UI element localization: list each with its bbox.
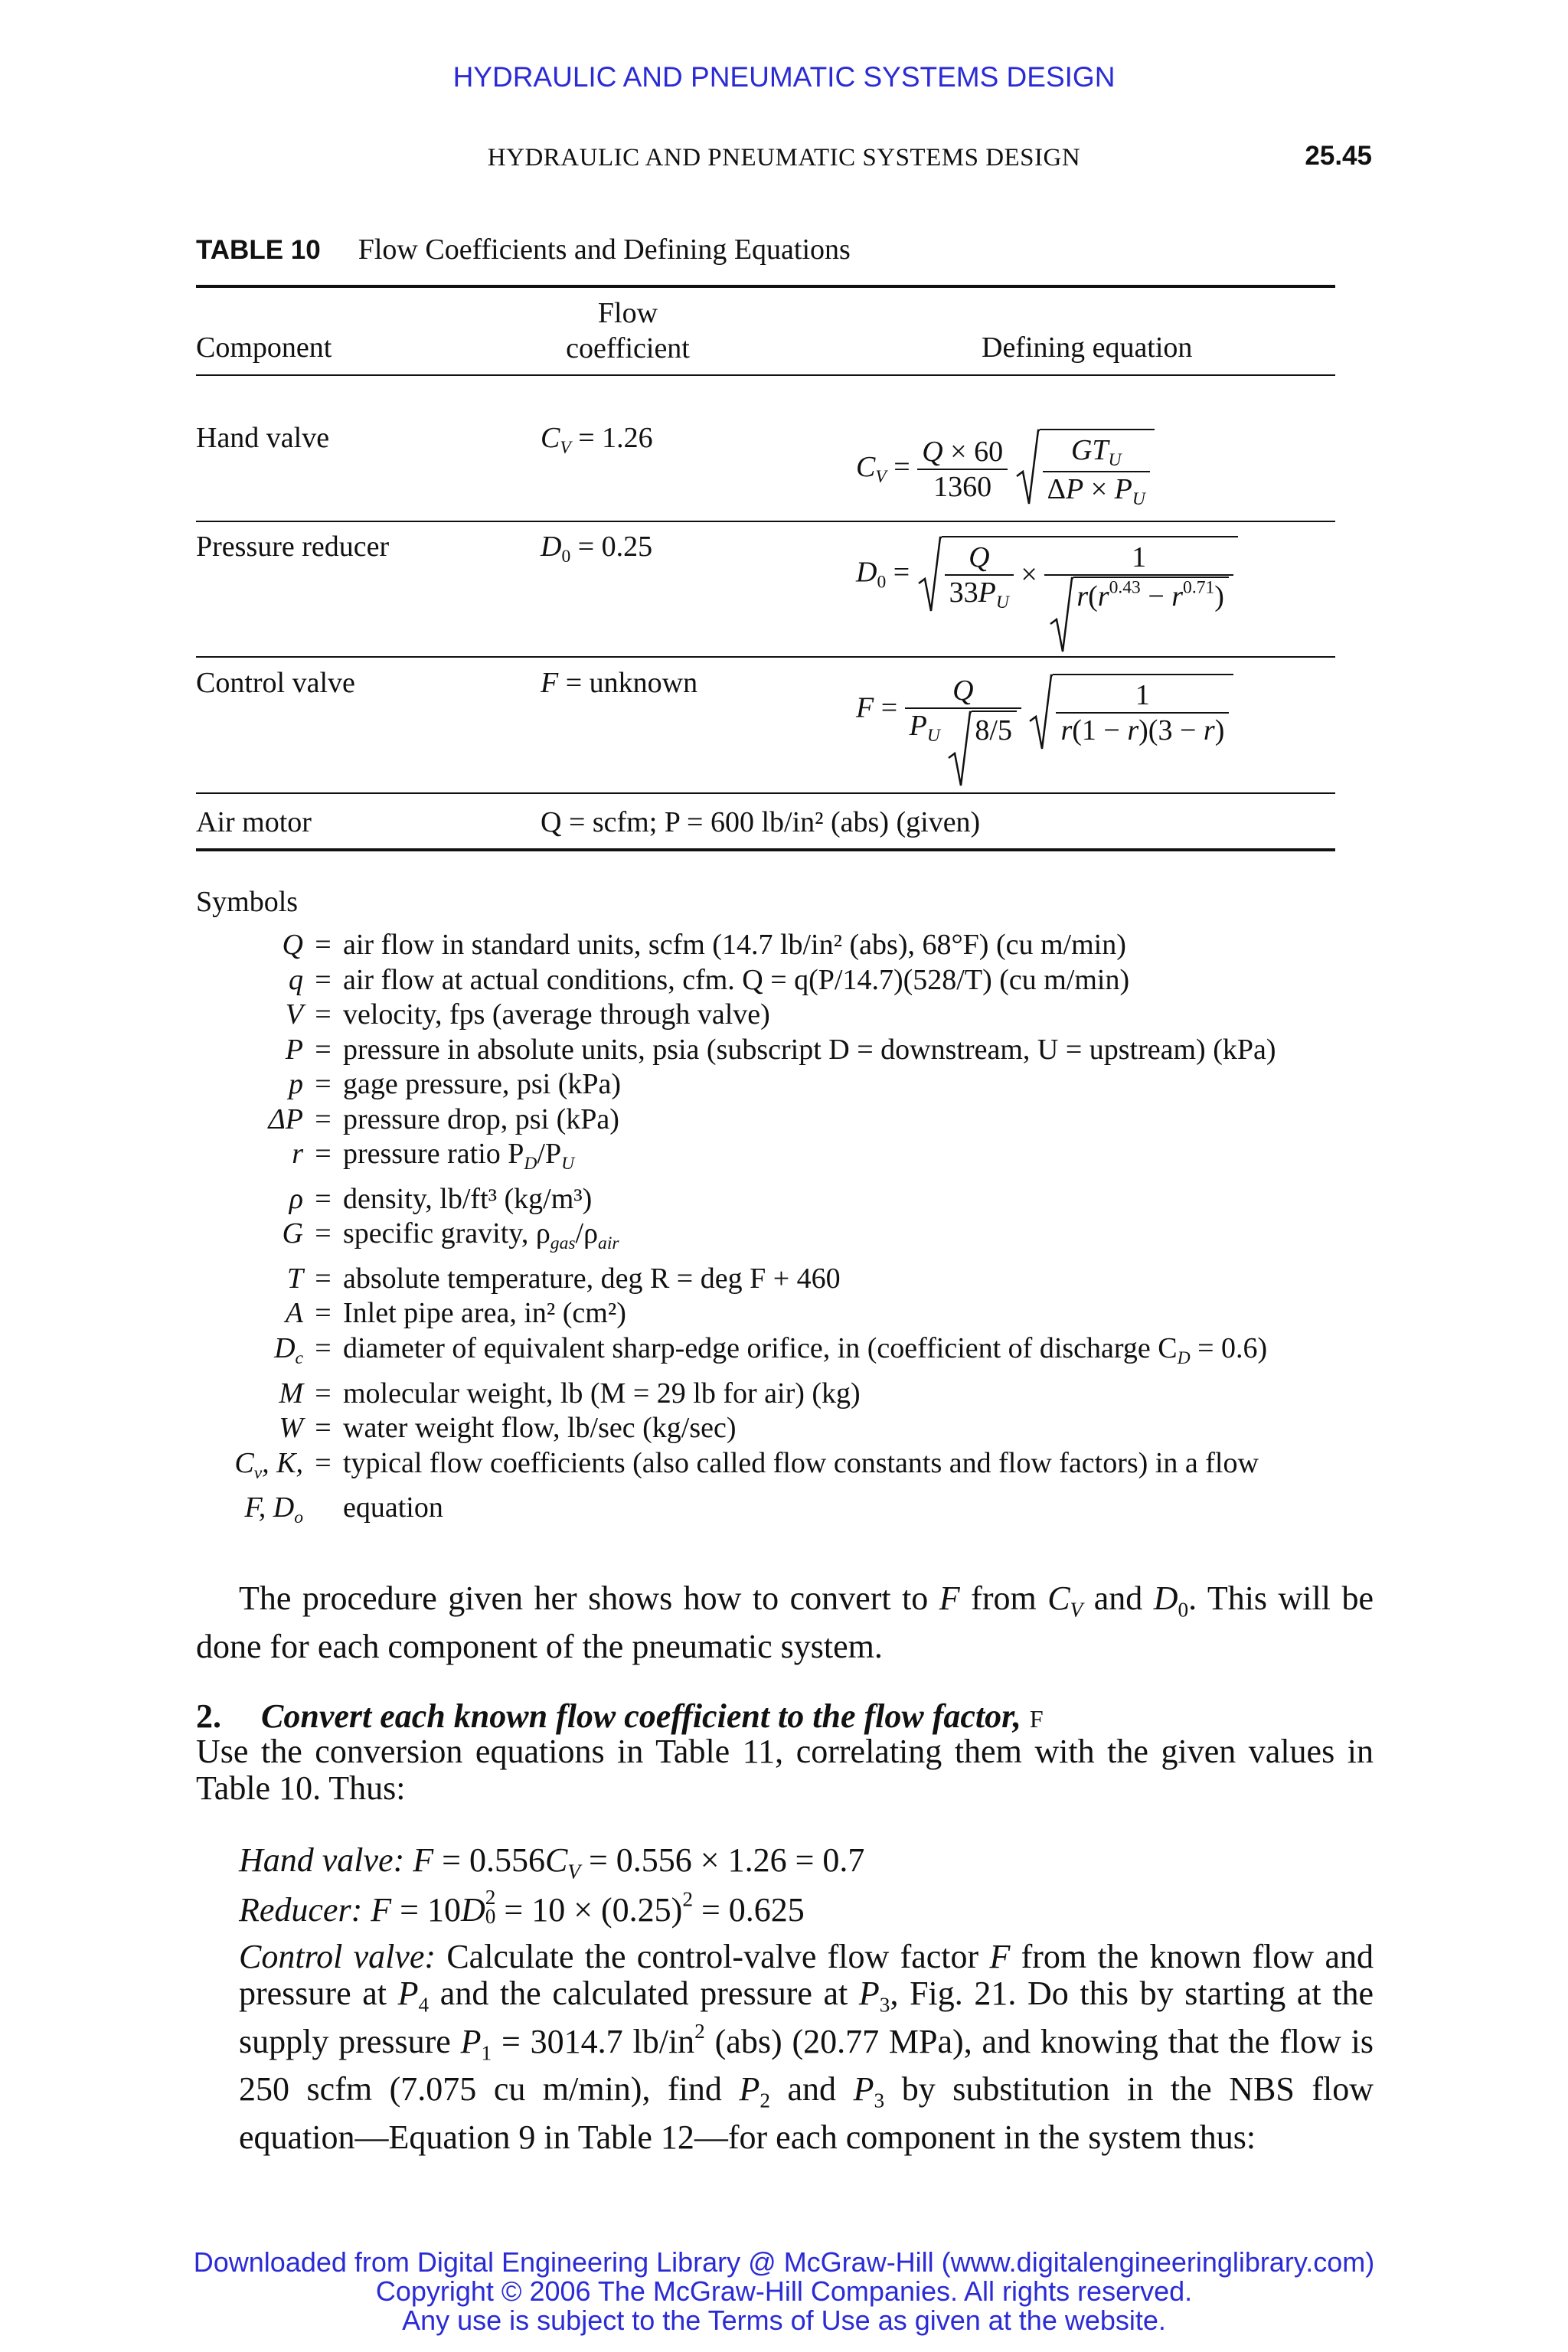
symbol-equals: = xyxy=(315,963,332,996)
symbol-definition: velocity, fps (average through valve) xyxy=(343,998,770,1031)
symbol-term: q xyxy=(289,963,303,996)
coef-symbol: C xyxy=(541,422,560,454)
symbol-term: F, $D_o$ xyxy=(244,1491,303,1528)
row-control-valve-coefficient xyxy=(541,666,697,700)
top-banner: HYDRAULIC AND PNEUMATIC SYSTEMS DESIGN xyxy=(452,61,1116,93)
equation-hand-valve: $C_V$ = $\frac{Q \times 60}{1360}$ $\frac{GT_U}{\Delta P \times P_U}$ xyxy=(856,429,1155,510)
symbol-row xyxy=(196,1067,1375,1102)
footer-banner xyxy=(0,2248,1568,2335)
symbol-term: p xyxy=(289,1068,303,1100)
col-header-defining-equation: Defining equation xyxy=(982,332,1193,364)
symbol-equals: = xyxy=(315,1377,332,1410)
symbol-term: $C_v$, K, xyxy=(234,1446,303,1483)
equation-reducer-conversion: Reducer: F = 10D 2 0 = $10 \times (0.25)^2 = 0.625$ xyxy=(239,1886,805,1929)
footer-copyright: Copyright © 2006 The McGraw-Hill Companies. All rights reserved. xyxy=(375,2275,1193,2307)
coef-subscript: V xyxy=(560,438,571,459)
page-number: 25.45 xyxy=(1305,141,1372,171)
running-title: HYDRAULIC AND PNEUMATIC SYSTEMS DESIGN xyxy=(487,144,1081,172)
paragraph-conversion: Use the conversion equations in Table 11, correlating them with the given values in Table 10. Thus: xyxy=(196,1733,1374,1807)
symbol-term: A xyxy=(285,1297,303,1330)
symbol-definition: air flow at actual conditions, cfm. Q = q(P/14.7)(528/T) (cu m/min) xyxy=(343,963,1130,996)
symbol-row xyxy=(196,1331,1375,1377)
row-control-valve-component: Control valve xyxy=(196,667,355,699)
equation-pressure-reducer: $D_0$ = $\frac{Q}{33P_U}$ × $\frac{1}{r(r^{0.43} - r^{0.71})}$ xyxy=(856,536,1238,613)
symbols-heading: Symbols xyxy=(196,886,299,918)
col-header-flow-coefficient xyxy=(536,296,720,366)
coef-subscript: 0 xyxy=(561,547,571,567)
symbol-term: ΔP xyxy=(268,1102,303,1135)
table-rule-row3 xyxy=(196,792,1335,794)
row-hand-valve-component: Hand valve xyxy=(196,422,330,454)
symbol-term: r xyxy=(292,1138,303,1170)
row-pressure-reducer-component: Pressure reducer xyxy=(196,531,390,563)
symbol-definition: typical flow coefficients (also called flow constants and flow factors) in a flow xyxy=(343,1446,1259,1479)
table-caption-text: Flow Coefficients and Defining Equations xyxy=(358,234,851,266)
symbol-definition: water weight flow, lb/sec (kg/sec) xyxy=(343,1412,737,1445)
footer-link-line[interactable]: Downloaded from Digital Engineering Library @ McGraw-Hill (www.digitalengineeringlibrary.com) xyxy=(193,2246,1375,2278)
symbol-row xyxy=(196,928,1375,963)
symbol-term: ρ xyxy=(289,1182,303,1215)
table-caption xyxy=(196,233,851,266)
symbol-equals: = xyxy=(315,1138,332,1170)
coef-value: = unknown xyxy=(565,667,698,699)
symbol-definition: density, lb/ft³ (kg/m³) xyxy=(343,1182,593,1215)
symbol-equals: = xyxy=(315,1068,332,1100)
symbol-equals: = xyxy=(315,998,332,1031)
symbols-list xyxy=(196,928,1375,1536)
equation-control-valve: F = Q $P_U$ 8/5 $\frac{1}{r(1 - r)(3 - r)}$ xyxy=(856,674,1233,747)
table-rule-header xyxy=(196,374,1335,376)
symbol-row xyxy=(196,1411,1375,1446)
symbol-term: M xyxy=(279,1377,303,1410)
symbol-equals: = xyxy=(315,1262,332,1295)
table-rule-top xyxy=(196,285,1335,288)
table-rule-row1 xyxy=(196,521,1335,522)
table-rule-row2 xyxy=(196,656,1335,658)
step-number: 2. xyxy=(196,1697,221,1735)
symbol-row xyxy=(196,1262,1375,1297)
coef-symbol: D xyxy=(541,531,562,563)
symbol-term: T xyxy=(286,1262,303,1295)
symbol-term: V xyxy=(285,998,303,1031)
symbol-term: Q xyxy=(282,929,303,961)
symbol-equals: = xyxy=(315,1331,332,1364)
table-rule-bottom xyxy=(196,848,1335,851)
col-header-flow: Flow xyxy=(597,297,658,329)
symbol-row xyxy=(196,1033,1375,1068)
symbol-definition: molecular weight, lb (M = 29 lb for air) (kg) xyxy=(343,1377,861,1410)
paragraph-procedure: The procedure given her shows how to convert to F from $C_V$ and $D_0$. This will be done for each component of the pneumatic system. xyxy=(196,1579,1374,1665)
row-pressure-reducer-coefficient xyxy=(541,530,652,567)
row-air-motor-component: Air motor xyxy=(196,806,312,838)
row-air-motor-coefficient: Q = scfm; P = 600 lb/in² (abs) (given) xyxy=(541,806,981,838)
col-header-component: Component xyxy=(196,332,332,364)
symbol-row xyxy=(196,1296,1375,1331)
symbol-equals: = xyxy=(315,1446,332,1479)
symbol-row xyxy=(196,1491,1375,1536)
symbol-definition: equation xyxy=(343,1491,443,1524)
symbol-equals: = xyxy=(315,1182,332,1215)
symbol-row xyxy=(196,1137,1375,1182)
symbol-term: W xyxy=(279,1412,303,1445)
coef-symbol: F xyxy=(541,667,559,699)
symbol-definition: gage pressure, psi (kPa) xyxy=(343,1068,622,1100)
row-hand-valve-coefficient xyxy=(541,421,653,459)
control-valve-label: Control valve: xyxy=(239,1938,436,1975)
symbol-equals: = xyxy=(315,1102,332,1135)
symbol-equals: = xyxy=(315,1412,332,1445)
symbol-equals: = xyxy=(315,1297,332,1330)
footer-terms: Any use is subject to the Terms of Use as given at the website. xyxy=(402,2305,1166,2336)
symbol-term: G xyxy=(282,1217,303,1250)
symbol-equals: = xyxy=(315,929,332,961)
symbol-row xyxy=(196,1217,1375,1262)
symbol-definition: pressure ratio $P_D/P_U$ xyxy=(343,1138,575,1174)
symbol-definition: diameter of equivalent sharp-edge orifice, in (coefficient of discharge $C_D = 0.6$) xyxy=(343,1331,1268,1369)
symbol-term: P xyxy=(285,1033,303,1066)
symbol-equals: = xyxy=(315,1217,332,1250)
coef-value: = 1.26 xyxy=(578,422,653,454)
symbol-term: $D_c$ xyxy=(274,1331,303,1369)
hand-valve-label: Hand valve: xyxy=(239,1841,405,1879)
reducer-label: Reducer: xyxy=(239,1890,363,1929)
step-title: Convert each known flow coefficient to the flow factor, xyxy=(261,1697,1021,1735)
symbol-definition: absolute temperature, deg R = deg F + 460 xyxy=(343,1262,841,1295)
symbol-row xyxy=(196,963,1375,998)
symbol-definition: pressure in absolute units, psia (subscript D = downstream, U = upstream) (kPa) xyxy=(343,1033,1276,1066)
symbol-definition: specific gravity, $\rho_{gas}/\rho_{air}$ xyxy=(343,1217,619,1254)
symbol-row xyxy=(196,1377,1375,1412)
symbol-row xyxy=(196,998,1375,1033)
symbol-equals: = xyxy=(315,1033,332,1066)
paragraph-control-valve: Control valve: Calculate the control-valve flow factor F from the known flow and pressure at $P_4$ and the calculated pressure at $P_3$, Fig. 21. Do this by starting at the supply pressure $P_1 = 3014.7$ $lb/in^2$ (abs) (20.77 MPa), and knowing that the flow is 250 scfm (7.075 cu m/min), find $P_2$ and $P_3$ by substitution in the NBS flow equation—Equation 9 in Table 12—for each component in the system thus: xyxy=(239,1938,1374,2156)
step-heading xyxy=(196,1697,1044,1736)
step-tail: F xyxy=(1029,1705,1044,1733)
equation-hand-valve-conversion: Hand valve: $F = 0.556C_V = 0.556 \times 1.26 = 0.7$ xyxy=(239,1841,865,1883)
symbol-definition: air flow in standard units, scfm (14.7 lb/in² (abs), 68°F) (cu m/min) xyxy=(343,929,1126,961)
symbol-definition: pressure drop, psi (kPa) xyxy=(343,1102,619,1135)
symbol-row xyxy=(196,1102,1375,1138)
symbol-definition: Inlet pipe area, in² (cm²) xyxy=(343,1297,626,1330)
col-header-coefficient: coefficient xyxy=(566,332,690,364)
coef-value: = 0.25 xyxy=(577,531,653,563)
symbol-row xyxy=(196,1446,1375,1491)
symbol-row xyxy=(196,1182,1375,1217)
table-label: TABLE 10 xyxy=(196,235,321,265)
